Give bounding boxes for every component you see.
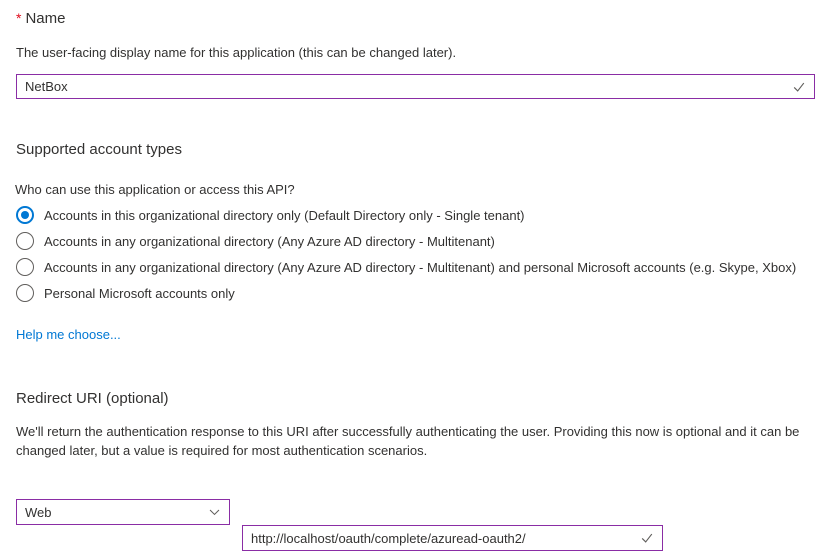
redirect-uri-value: http://localhost/oauth/complete/azuread-oauth2/ (251, 530, 526, 546)
redirect-uri-input[interactable] (242, 525, 663, 551)
platform-select[interactable] (16, 499, 230, 525)
name-section-heading (16, 10, 65, 27)
radio-button-icon (16, 232, 34, 250)
radio-multitenant[interactable] (16, 228, 495, 254)
valid-checkmark-icon (640, 531, 654, 545)
chevron-down-icon (208, 506, 221, 519)
radio-button-icon (16, 206, 34, 224)
radio-label: Accounts in any organizational directory (Any Azure AD directory - Multitenant) (44, 233, 495, 249)
radio-label: Personal Microsoft accounts only (44, 285, 235, 301)
radio-label: Accounts in any organizational directory (Any Azure AD directory - Multitenant) and personal Microsoft accounts (e.g. Skype, Xbox) (44, 259, 797, 275)
radio-single-tenant[interactable] (16, 202, 525, 228)
platform-select-value: Web (25, 504, 52, 520)
account-types-question: Who can use this application or access this API? (15, 182, 295, 197)
redirect-uri-heading: Redirect URI (optional) (16, 390, 169, 407)
name-description: The user-facing display name for this application (this can be changed later). (16, 45, 457, 60)
redirect-uri-description: We'll return the authentication response to this URI after successfully authenticating the user. Providing this now is optional and it can be changed later, but a value is required for most authentication scenarios. (16, 424, 800, 458)
account-types-heading: Supported account types (16, 141, 182, 158)
valid-checkmark-icon (792, 80, 806, 94)
required-asterisk: * (16, 10, 22, 26)
radio-button-icon (16, 258, 34, 276)
radio-button-icon (16, 284, 34, 302)
help-me-choose-link[interactable]: Help me choose... (16, 327, 121, 342)
app-name-input[interactable] (16, 74, 815, 99)
radio-label: Accounts in this organizational directory only (Default Directory only - Single tenant) (44, 207, 525, 223)
name-label: Name (25, 10, 66, 27)
radio-personal-only[interactable] (16, 280, 235, 306)
app-name-value: NetBox (25, 79, 68, 94)
radio-multitenant-personal[interactable] (16, 254, 796, 280)
